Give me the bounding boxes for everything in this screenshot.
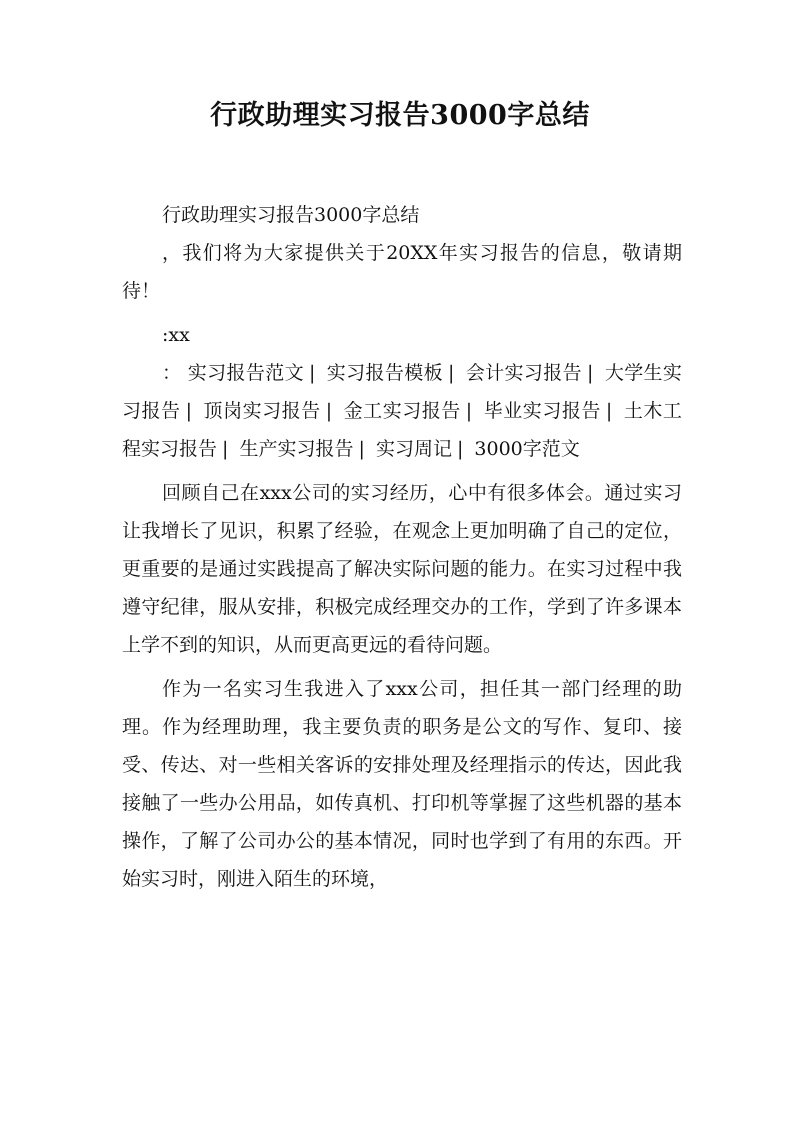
- related-link[interactable]: 生产实习报告: [239, 438, 354, 460]
- link-separator: |: [465, 400, 473, 422]
- paragraph-author: :xx: [162, 324, 190, 346]
- link-separator: |: [358, 438, 365, 460]
- page-title: 行政助理实习报告3000字总结: [210, 100, 590, 131]
- related-link[interactable]: 实习周记: [375, 438, 452, 460]
- related-link[interactable]: 3000字范文: [474, 438, 580, 460]
- link-separator: |: [308, 362, 316, 384]
- paragraph-subtitle: 行政助理实习报告3000字总结: [162, 204, 420, 226]
- related-links: [122, 354, 682, 468]
- paragraph-reflection: 回顾自己在xxx公司的实习经历，心中有很多体会。通过实习让我增长了见识，积累了经验，在观念上更加明确了自己的定位，更重要的是通过实践提高了解决实际问题的能力。在实习过程中我遵守纪律，服从安排，积极完成经理交办的工作，学到了许多课本上学不到的知识，从而更高更远的看待问题。: [122, 482, 682, 656]
- paragraph-duties: 作为一名实习生我进入了xxx公司，担任其一部门经理的助理。作为经理助理，我主要负责的职务是公文的写作、复印、接受、传达、对一些相关客诉的安排处理及经理指示的传达，因此我接触了一些办公用品，如传真机、打印机等掌握了这些机器的基本操作，了解了公司办公的基本情况，同时也学到了有用的东西。开始实习时，刚进入陌生的环境，: [122, 678, 682, 890]
- related-link[interactable]: 会计实习报告: [465, 362, 583, 384]
- paragraph-intro: ，我们将为大家提供关于20XX年实习报告的信息，敬请期待！: [122, 242, 682, 302]
- link-separator: |: [448, 362, 455, 384]
- related-link[interactable]: 顶岗实习报告: [203, 400, 321, 422]
- related-link[interactable]: 毕业实习报告: [483, 400, 601, 422]
- related-link[interactable]: 大学生实习报告: [122, 362, 682, 422]
- related-link[interactable]: 实习报告范文: [187, 362, 304, 384]
- link-separator: |: [222, 438, 229, 460]
- link-separator: |: [185, 400, 192, 422]
- link-separator: |: [325, 400, 333, 422]
- related-link[interactable]: 实习报告模板: [326, 362, 443, 384]
- document-body: [122, 196, 682, 898]
- related-link[interactable]: 金工实习报告: [343, 400, 461, 422]
- related-link[interactable]: 土木工程实习报告: [122, 400, 682, 460]
- related-links-prefix: ：: [162, 362, 182, 384]
- link-separator: |: [605, 400, 613, 422]
- link-separator: |: [587, 362, 594, 384]
- link-separator: |: [456, 438, 464, 460]
